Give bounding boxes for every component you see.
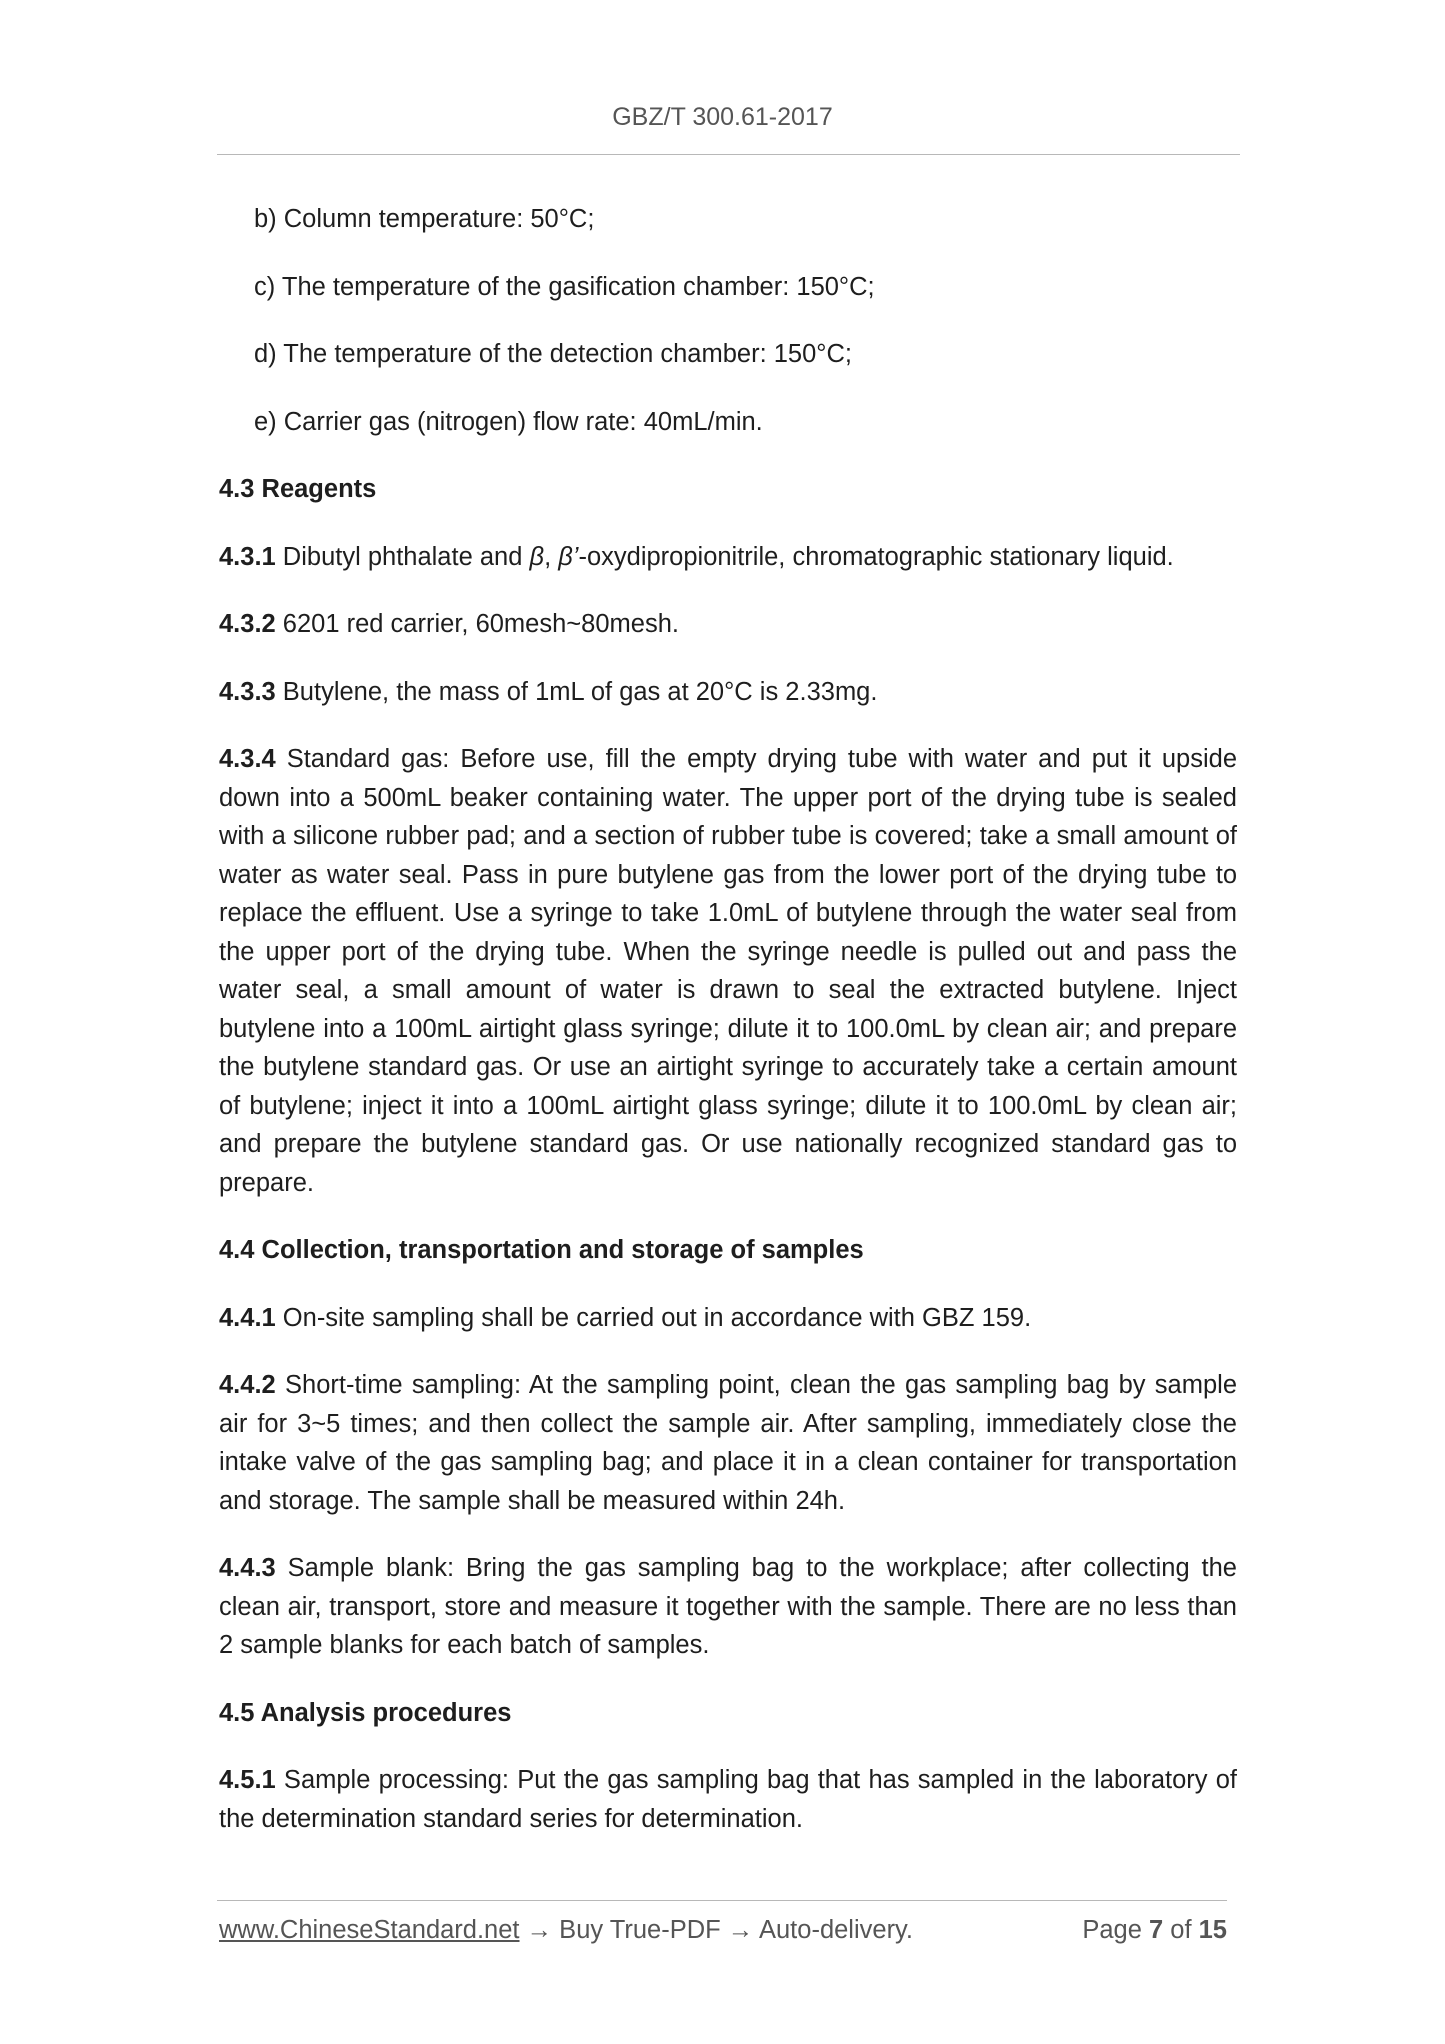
page-indicator xyxy=(1082,1916,1227,1945)
clause-number: 4.3.1 xyxy=(219,542,276,571)
clause-number: 4.4.2 xyxy=(219,1371,276,1399)
clause-4-3-2 xyxy=(219,605,1237,644)
clause-text: On-site sampling shall be carried out in accordance with GBZ 159. xyxy=(275,1303,1032,1332)
current-page-number: 7 xyxy=(1149,1916,1164,1944)
list-item: d) The temperature of the detection chamber: 150°C; xyxy=(254,340,852,368)
clause-4-4-2 xyxy=(219,1366,1237,1520)
website-link[interactable]: www.ChineseStandard.net xyxy=(219,1916,520,1944)
clause-text: Dibutyl phthalate and xyxy=(275,542,530,571)
clause-4-5-1 xyxy=(219,1761,1237,1838)
section-heading-analysis: 4.5 Analysis procedures xyxy=(219,1698,512,1727)
document-id-header: GBZ/T 300.61-2017 xyxy=(612,103,833,131)
clause-text: -oxydipropionitrile, chromatographic stationary liquid. xyxy=(578,542,1174,571)
clause-4-3-1 xyxy=(219,538,1237,577)
clause-text: Standard gas: Before use, fill the empty drying tube with water and put it upside down into a 500mL beaker containing water. The upper port of the drying tube is sealed with a silicone rubber pad; and a section of rubber tube is covered; take a small amount of water as water seal. Pass in pure butylene gas from the lower port of the drying tube to replace the effluent. Use a syringe to take 1.0mL of butylene through the water seal from the upper port of the drying tube. When the syringe needle is pulled out and pass the water seal, a small amount of water is drawn to seal the extracted butylene. Inject butylene into a 100mL airtight glass syringe; dilute it to 100.0mL by clean air; and prepare the butylene standard gas. Or use an airtight syringe to accurately take a certain amount of butylene; inject it into a 100mL airtight glass syringe; dilute it to 100.0mL by clean air; and prepare the butylene standard gas. Or use nationally recognized standard gas to prepare. xyxy=(219,745,1237,1197)
clause-number: 4.3.4 xyxy=(219,745,276,773)
clause-text: Sample processing: Put the gas sampling bag that has sampled in the laboratory of the determination standard series for determination. xyxy=(219,1766,1237,1833)
clause-4-3-4 xyxy=(219,740,1237,1202)
clause-4-4-1 xyxy=(219,1299,1237,1338)
clause-number: 4.4.1 xyxy=(219,1303,276,1332)
beta-symbol: β xyxy=(529,542,545,571)
header-divider xyxy=(217,154,1240,155)
clause-number: 4.3.2 xyxy=(219,610,276,638)
clause-number: 4.4.3 xyxy=(219,1554,276,1582)
page-body xyxy=(219,200,1237,1867)
beta-prime-symbol: β’ xyxy=(558,542,579,571)
separator: , xyxy=(544,542,559,571)
of-word: of xyxy=(1163,1916,1199,1944)
clause-4-4-3 xyxy=(219,1549,1237,1665)
clause-text: Short-time sampling: At the sampling point, clean the gas sampling bag by sample air for 3~5 times; and then collect the sample air. After sampling, immediately close the intake valve of the gas sampling bag; and place it in a clean container for transportation and storage. The sample shall be measured within 24h. xyxy=(219,1371,1237,1515)
page-footer xyxy=(219,1916,1227,1945)
section-heading-collection: 4.4 Collection, transportation and storage of samples xyxy=(219,1236,864,1264)
footer-promo-text: → Buy True-PDF → Auto-delivery. xyxy=(519,1916,913,1944)
page-word: Page xyxy=(1082,1916,1149,1944)
list-item: e) Carrier gas (nitrogen) flow rate: 40mL/min. xyxy=(254,407,763,436)
clause-text: Sample blank: Bring the gas sampling bag to the workplace; after collecting the clean air, transport, store and measure it together with the sample. There are no less than 2 sample blanks for each batch of samples. xyxy=(219,1554,1237,1659)
total-page-count: 15 xyxy=(1198,1916,1227,1944)
list-item: c) The temperature of the gasification chamber: 150°C; xyxy=(254,272,875,301)
list-item: b) Column temperature: 50°C; xyxy=(254,205,595,233)
clause-text: Butylene, the mass of 1mL of gas at 20°C is 2.33mg. xyxy=(275,677,878,706)
clause-4-3-3 xyxy=(219,673,1237,712)
section-heading-reagents: 4.3 Reagents xyxy=(219,475,377,503)
clause-number: 4.3.3 xyxy=(219,677,276,706)
clause-number: 4.5.1 xyxy=(219,1766,276,1794)
footer-divider xyxy=(217,1900,1227,1901)
clause-text: 6201 red carrier, 60mesh~80mesh. xyxy=(275,610,679,638)
